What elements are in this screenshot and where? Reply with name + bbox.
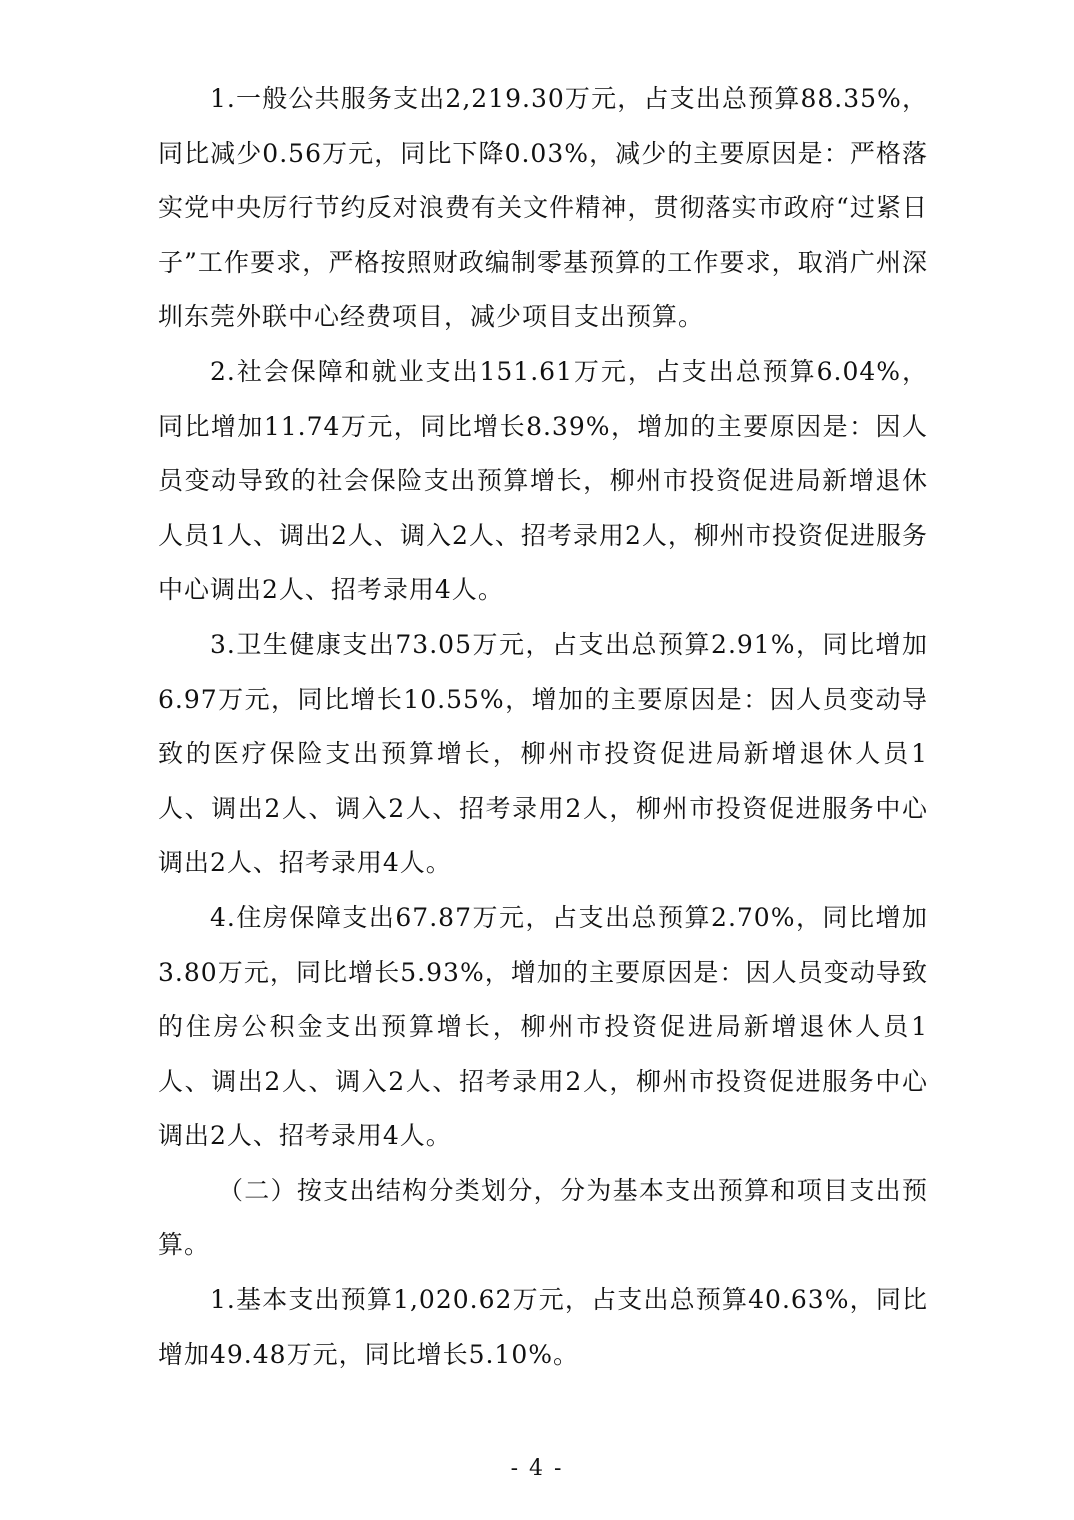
paragraph-general-public-services: 1.一般公共服务支出2,219.30万元，占支出总预算88.35%，同比减少0.56万元，同比下降0.03%，减少的主要原因是：严格落实党中央厉行节约反对浪费有关文件精神，贯彻落实市政府“过紧日子”工作要求，严格按照财政编制零基预算的工作要求，取消广州深圳东莞外联中心经费项目，减少项目支出预算。 bbox=[158, 84, 928, 332]
paragraph-social-security-employment: 2.社会保障和就业支出151.61万元，占支出总预算6.04%，同比增加11.74万元，同比增长8.39%，增加的主要原因是：因人员变动导致的社会保险支出预算增长，柳州市投资促进局新增退休人员1人、调出2人、调入2人、招考录用2人，柳州市投资促进服务中心调出2人、招考录用4人。 bbox=[158, 356, 928, 605]
page-number: - 4 - bbox=[510, 1456, 564, 1481]
paragraph-housing: 4.住房保障支出67.87万元，占支出总预算2.70%，同比增加3.80万元，同比增长5.93%，增加的主要原因是：因人员变动导致的住房公积金支出预算增长，柳州市投资促进局新增退休人员1人、调出2人、调入2人、招考录用2人，柳州市投资促进服务中心调出2人、招考录用4人。 bbox=[158, 902, 928, 1151]
document-body bbox=[158, 72, 928, 1382]
section-heading-expenditure-structure: （二）按支出结构分类划分，分为基本支出预算和项目支出预算。 bbox=[158, 1175, 928, 1260]
paragraph-basic-expenditure: 1.基本支出预算1,020.62万元，占支出总预算40.63%，同比增加49.48万元，同比增长5.10%。 bbox=[158, 1285, 928, 1369]
paragraph-health: 3.卫生健康支出73.05万元，占支出总预算2.91%，同比增加6.97万元，同比增长10.55%，增加的主要原因是：因人员变动导致的医疗保险支出预算增长，柳州市投资促进局新增退休人员1人、调出2人、调入2人、招考录用2人，柳州市投资促进服务中心调出2人、招考录用4人。 bbox=[158, 629, 928, 878]
